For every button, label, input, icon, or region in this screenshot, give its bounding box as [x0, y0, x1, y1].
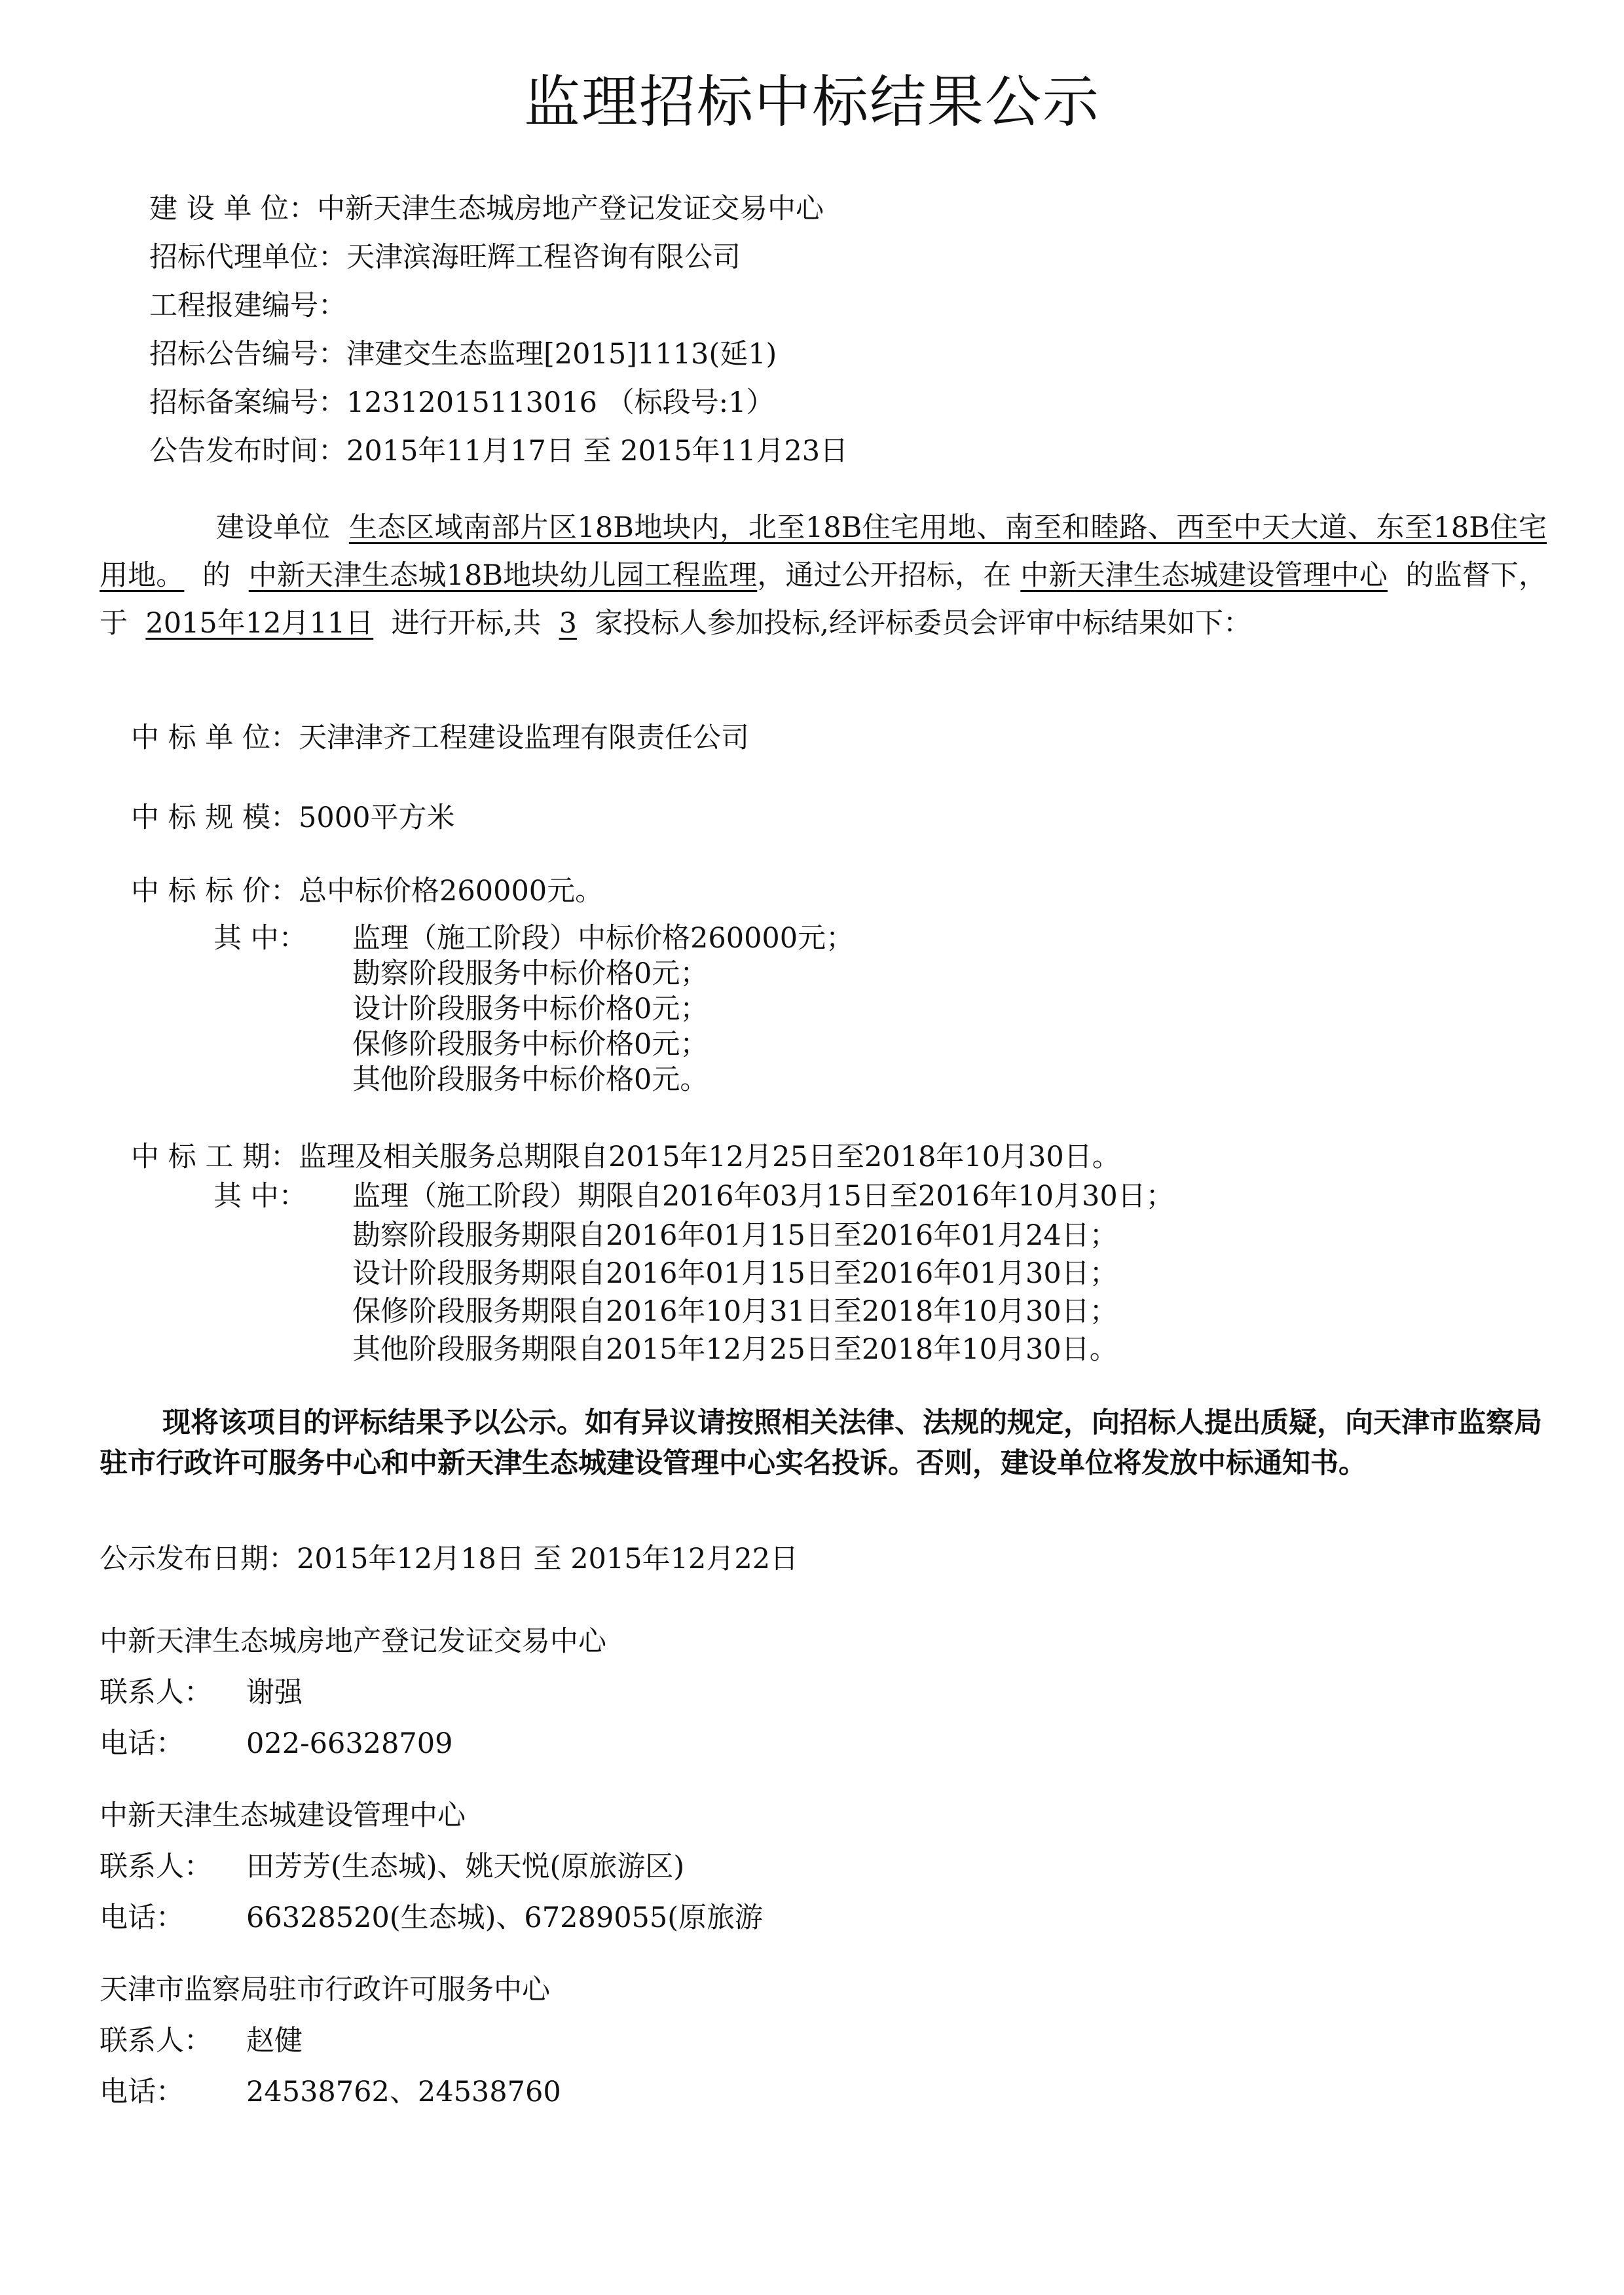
intro-text-5: 进行开标,共 [391, 607, 542, 640]
intro-paragraph [100, 504, 1547, 648]
publicity-notice: 现将该项目的评标结果予以公示。如有异议请按照相关法律、法规的规定，向招标人提出质疑，向天津市监察局驻市行政许可服务中心和中新天津生态城建设管理中心实名投诉。否则，建设单位将发放中标通知书。 [100, 1406, 1542, 1480]
period-item: 监理（施工阶段）期限自2016年03月15日至2016年10月30日； [352, 1180, 1174, 1213]
period-row [131, 1143, 1120, 1171]
price-item: 设计阶段服务中标价格0元； [352, 993, 709, 1025]
scale-label: 中 标 规 模： [131, 801, 299, 834]
period-item: 勘察阶段服务期限自2016年01月15日至2016年01月24日； [352, 1219, 1118, 1252]
contact-phone: 022-66328709 [246, 1727, 453, 1760]
builder-value: 中新天津生态城房地产登记发证交易中心 [317, 193, 824, 225]
contact-org: 中新天津生态城房地产登记发证交易中心 [100, 1625, 606, 1658]
scale-value: 5000平方米 [299, 801, 455, 834]
contact-org: 天津市监察局驻市行政许可服务中心 [100, 1974, 550, 2006]
price-among-label: 其 中： [213, 922, 307, 955]
announce-value: 2015年12月18日 至 2015年12月22日 [297, 1543, 799, 1575]
contact-person-label: 联系人： [100, 1676, 212, 1709]
supervising-org: 中新天津生态城建设管理中心 [1020, 559, 1388, 592]
contact-phone-label: 电话： [100, 2076, 184, 2108]
intro-text-2: 的 [202, 559, 231, 592]
price-row [131, 877, 603, 906]
price-item: 勘察阶段服务中标价格0元； [352, 957, 709, 990]
bidder-count: 3 [559, 607, 577, 640]
intro-text-4: 的监督下，于 [100, 559, 1547, 640]
contact-person-label: 联系人： [100, 1850, 212, 1883]
project-name: 中新天津生态城18B地块幼儿园工程监理 [248, 559, 758, 592]
intro-text-6: 家投标人参加投标,经评标委员会评审中标结果如下： [595, 607, 1251, 640]
contact-org: 中新天津生态城建设管理中心 [100, 1799, 466, 1832]
announce-label: 公示发布日期： [100, 1543, 297, 1575]
period-item: 保修阶段服务期限自2016年10月31日至2018年10月30日； [352, 1295, 1118, 1328]
price-item: 监理（施工阶段）中标价格260000元； [352, 922, 855, 955]
contact-phone-label: 电话： [100, 1901, 184, 1934]
winner-row [131, 724, 749, 752]
project-no-label: 工程报建编号： [149, 289, 346, 322]
builder-row [149, 195, 824, 223]
period-item: 其他阶段服务期限自2015年12月25日至2018年10月30日。 [352, 1333, 1118, 1366]
record-no-row [149, 386, 775, 419]
publish-time-value: 2015年11月17日 至 2015年11月23日 [346, 435, 849, 468]
price-item: 保修阶段服务中标价格0元； [352, 1028, 709, 1061]
contact-person: 田芳芳(生态城)、姚天悦(原旅游区) [246, 1850, 685, 1883]
period-total: 监理及相关服务总期限自2015年12月25日至2018年10月30日。 [299, 1141, 1120, 1173]
period-item: 设计阶段服务期限自2016年01月15日至2016年01月30日； [352, 1257, 1118, 1290]
price-total: 总中标价格260000元。 [299, 875, 604, 908]
intro-text-3: ，通过公开招标，在 [757, 559, 1012, 592]
record-no-label: 招标备案编号： [149, 386, 346, 419]
notice-no-label: 招标公告编号： [149, 338, 346, 371]
project-location: 生态区域南部片区18B地块内，北至18B住宅用地、南至和睦路、西至中天大道、东至18B住宅用地。 [100, 511, 1547, 592]
contact-person: 谢强 [246, 1676, 303, 1709]
publish-time-row [149, 437, 848, 466]
contact-phone: 24538762、24538760 [246, 2076, 561, 2108]
announce-row [100, 1545, 798, 1573]
bid-open-date: 2015年12月11日 [145, 607, 374, 640]
intro-text-1: 建设单位 [216, 511, 331, 544]
scale-row [131, 801, 455, 834]
publish-time-label: 公告发布时间： [149, 435, 346, 468]
winner-label: 中 标 单 位： [131, 722, 299, 754]
document-title: 监理招标中标结果公示 [524, 69, 1100, 135]
notice-no-value: 津建交生态监理[2015]1113(延1) [346, 338, 777, 371]
winner-value: 天津津齐工程建设监理有限责任公司 [299, 722, 750, 754]
agent-row [149, 241, 741, 274]
notice-no-row [149, 340, 777, 369]
record-no-value: 12312015113016 （标段号:1） [346, 386, 775, 419]
period-label: 中 标 工 期： [131, 1141, 299, 1173]
period-among-label: 其 中： [213, 1180, 307, 1213]
contact-person: 赵健 [246, 2025, 303, 2057]
price-item: 其他阶段服务中标价格0元。 [352, 1063, 709, 1096]
agent-label: 招标代理单位： [149, 241, 346, 274]
price-label: 中 标 标 价： [131, 875, 299, 908]
agent-value: 天津滨海旺辉工程咨询有限公司 [346, 241, 741, 274]
project-no-row [149, 289, 346, 322]
contact-phone-label: 电话： [100, 1727, 184, 1760]
contact-phone: 66328520(生态城)、67289055(原旅游 [246, 1901, 764, 1934]
builder-label: 建 设 单 位： [149, 193, 318, 225]
contact-person-label: 联系人： [100, 2025, 212, 2057]
